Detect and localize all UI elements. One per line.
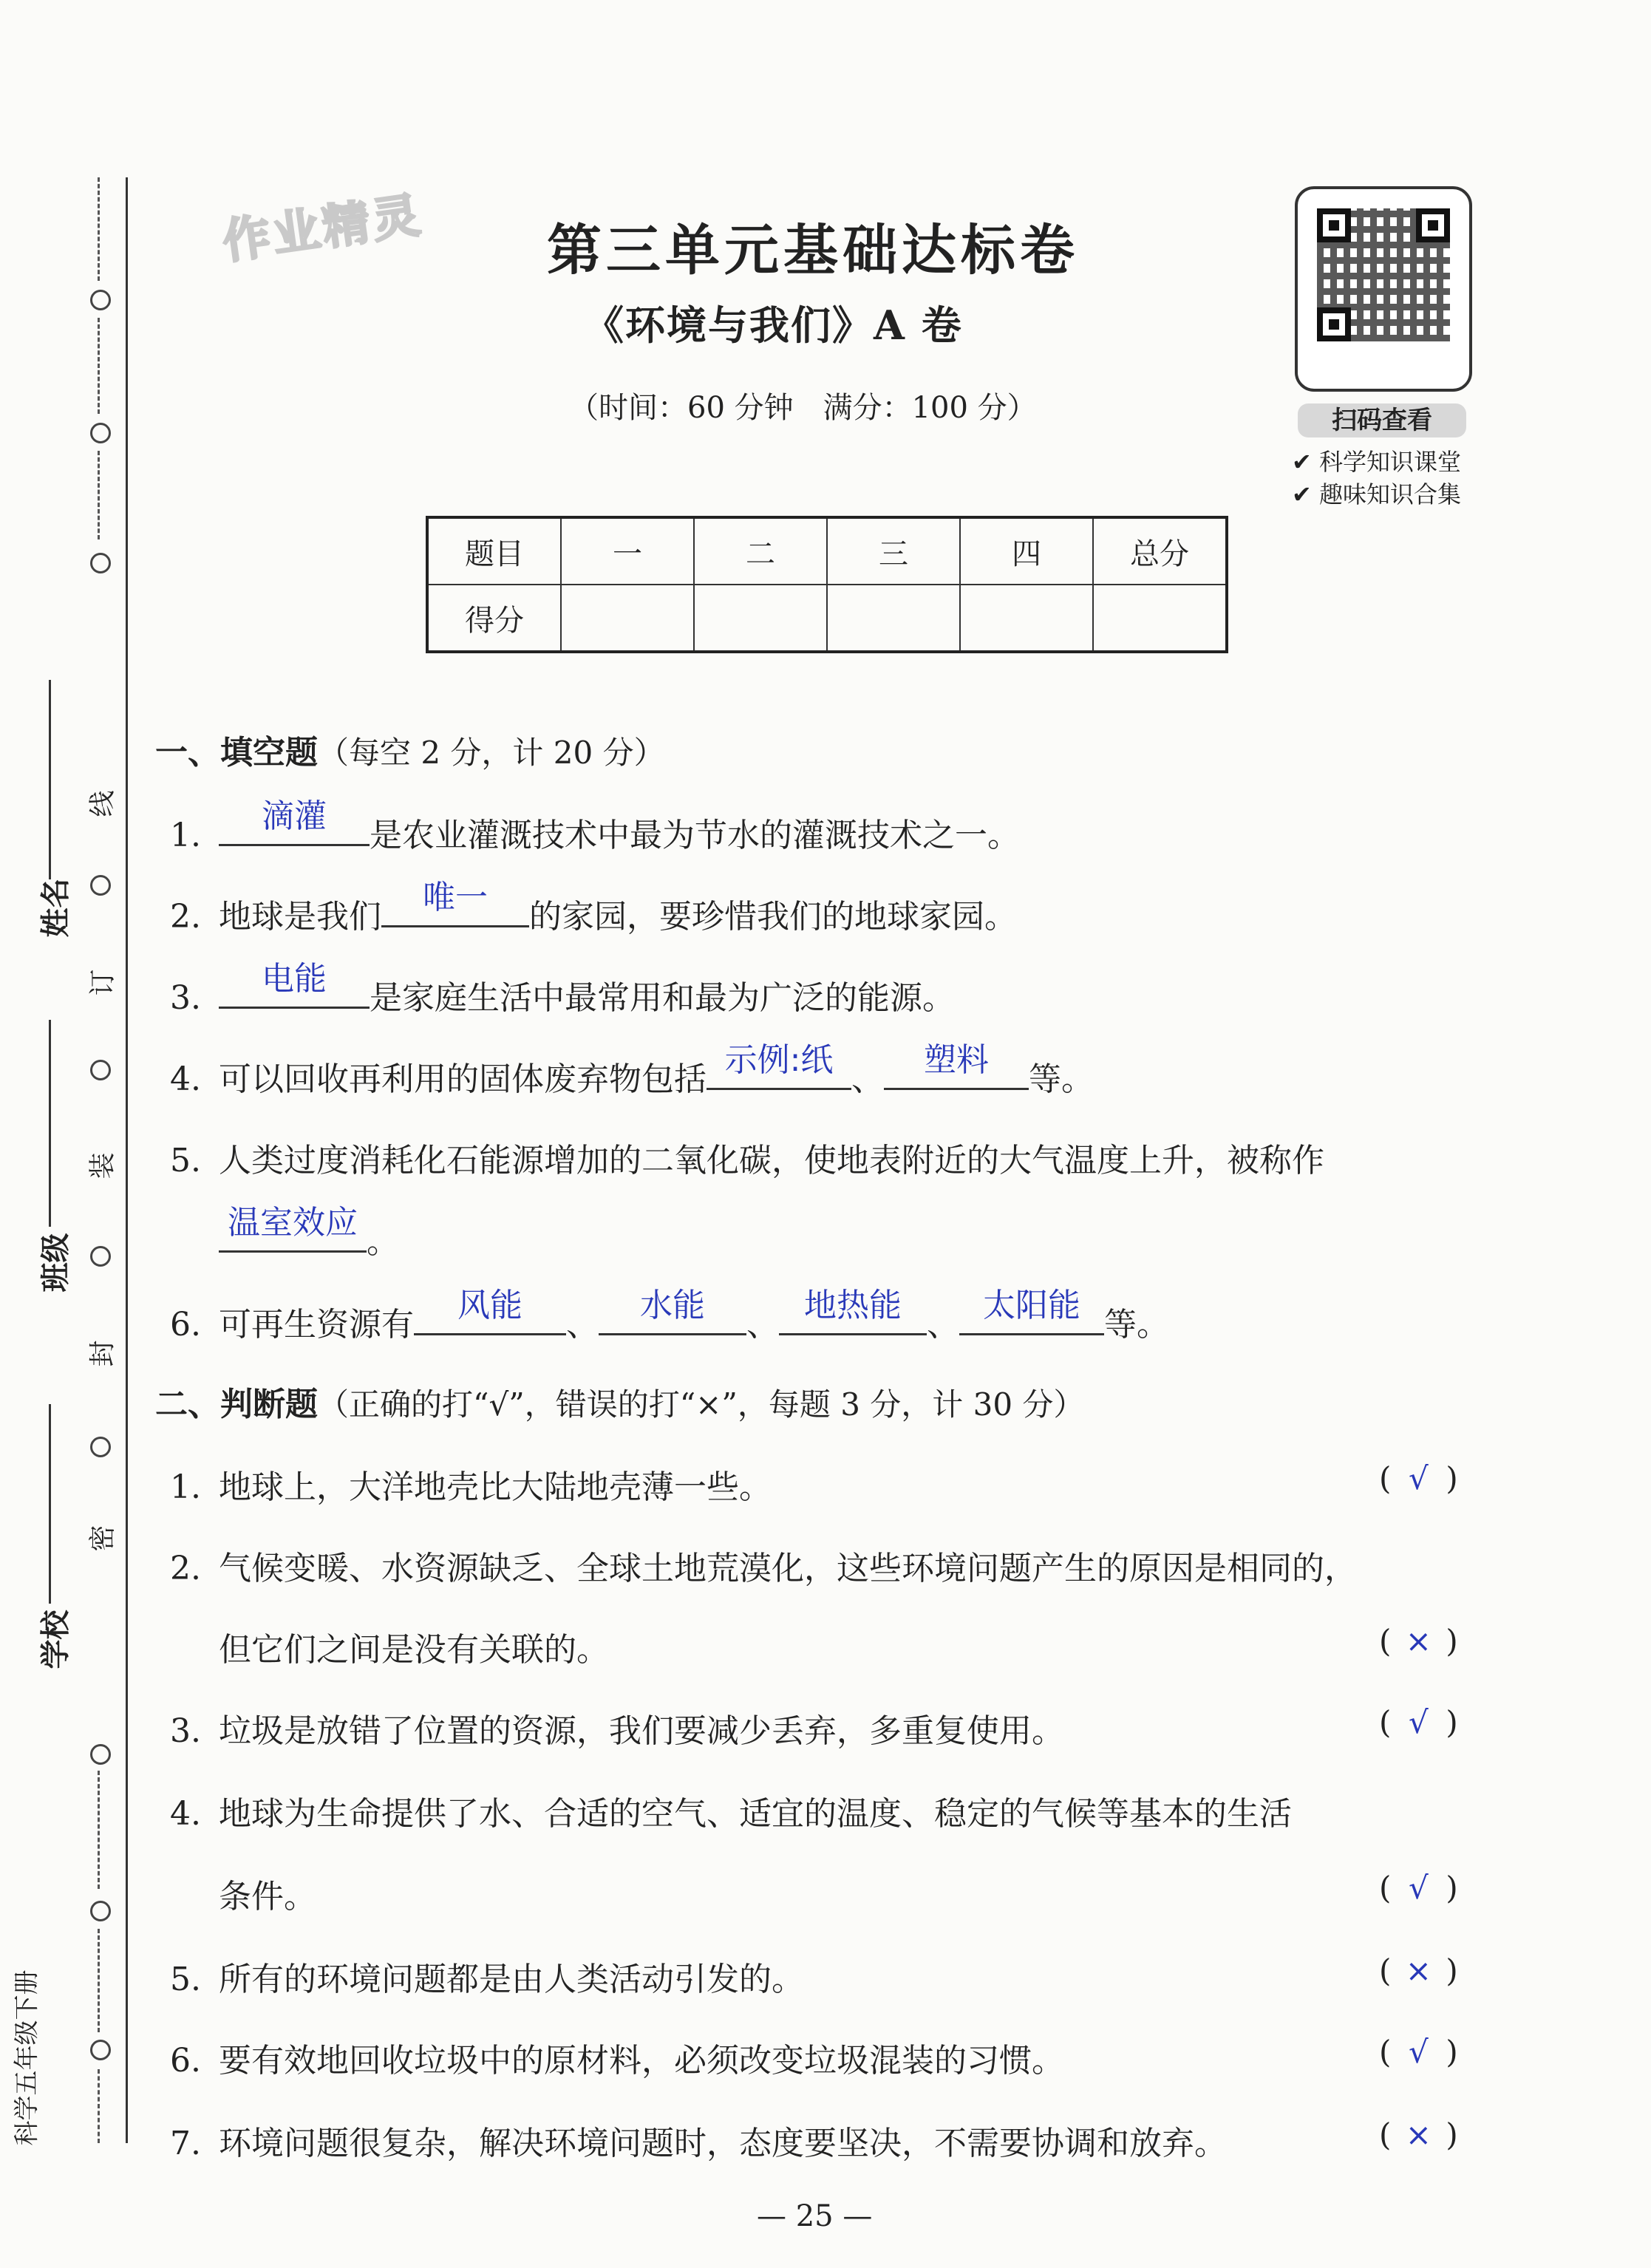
fill-question-4: 4. 可以回收再利用的固体废弃物包括 示例:纸 、 塑料 等。 — [170, 1041, 1094, 1098]
score-cell[interactable] — [694, 585, 827, 652]
margin-circle — [90, 1060, 111, 1080]
judge-question-1: 1. 地球上，大洋地壳比大陆地壳薄一些。 — [170, 1468, 772, 1506]
fill-question-5-cont: 温室效应 。 — [219, 1215, 399, 1262]
score-cell[interactable] — [561, 585, 694, 652]
margin-dash — [98, 1929, 104, 2032]
answer-blank[interactable]: 风能 — [414, 1301, 566, 1335]
answer-blank[interactable]: 太阳能 — [959, 1301, 1104, 1335]
table-header: 题目 — [427, 517, 561, 585]
qr-feature: ✔ 趣味知识合集 — [1292, 480, 1461, 508]
time-info: （时间：60 分钟 满分：100 分） — [569, 391, 1037, 425]
judge-question-7: 7. 环境问题很复杂，解决环境问题时，态度要坚决，不需要协调和放弃。 — [170, 2125, 1227, 2162]
table-header: 三 — [827, 517, 960, 585]
judge-answer[interactable]: ( × ) — [1379, 1623, 1458, 1659]
judge-question-4: 4. 地球为生命提供了水、合适的空气、适宜的温度、稳定的气候等基本的生活 — [170, 1795, 1292, 1833]
judge-question-6: 6. 要有效地回收垃圾中的原材料，必须改变垃圾混装的习惯。 — [170, 2042, 1064, 2080]
judge-question-5: 5. 所有的环境问题都是由人类活动引发的。 — [170, 1961, 804, 1998]
margin-dash — [98, 318, 104, 414]
answer-blank[interactable]: 滴灌 — [219, 811, 370, 846]
margin-circle — [90, 1437, 111, 1457]
table-row — [427, 517, 1227, 585]
fill-question-3: 3. 电能 是家庭生活中最常用和最为广泛的能源。 — [170, 960, 955, 1017]
answer-blank[interactable]: 唯一 — [381, 893, 529, 927]
margin-circle — [90, 2040, 111, 2060]
page-number: — 25 — — [757, 2199, 873, 2233]
answer-blank[interactable]: 电能 — [219, 974, 370, 1009]
judge-answer[interactable]: ( × ) — [1379, 1952, 1458, 1989]
score-cell[interactable] — [1093, 585, 1227, 652]
binding-line — [126, 177, 128, 2143]
judge-question-2-cont: 但它们之间是没有关联的。 — [219, 1631, 609, 1669]
qr-feature: ✔ 科学知识课堂 — [1292, 448, 1461, 476]
judge-question-3: 3. 垃圾是放错了位置的资源，我们要减少丢弃，多重复使用。 — [170, 1712, 1064, 1750]
scan-label: 扫码查看 — [1298, 403, 1466, 437]
table-header: 四 — [960, 517, 1093, 585]
name-label: 姓名 — [38, 878, 73, 938]
fill-question-6: 6. 可再生资源有 风能 、 水能 、 地热能 、 太阳能 等。 — [170, 1287, 1169, 1344]
judge-question-2: 2. 气候变暖、水资源缺乏、全球土地荒漠化，这些环境问题产生的原因是相同的， — [170, 1550, 1357, 1587]
page-title: 第三单元基础达标卷 — [547, 219, 1079, 282]
section2-heading: 二、判断题（正确的打“√”，错误的打“×”，每题 3 分，计 30 分） — [155, 1386, 1085, 1423]
margin-dash — [98, 2069, 104, 2143]
fill-question-2: 2. 地球是我们 唯一 的家园，要珍惜我们的地球家园。 — [170, 879, 1017, 936]
margin-circle — [90, 1744, 111, 1765]
answer-blank[interactable]: 地热能 — [779, 1301, 927, 1335]
score-table — [426, 516, 1228, 653]
judge-question-4-cont: 条件。 — [219, 1878, 316, 1915]
answer-blank[interactable]: 温室效应 — [219, 1218, 367, 1253]
judge-answer[interactable]: ( √ ) — [1379, 1460, 1458, 1496]
class-line — [49, 1020, 51, 1227]
qr-code[interactable] — [1295, 186, 1472, 392]
margin-circle — [90, 423, 111, 443]
page-subtitle: 《环境与我们》A 卷 — [584, 302, 963, 349]
seal-char: 封 — [87, 1340, 118, 1367]
fill-question-5: 5. 人类过度消耗化石能源增加的二氧化碳，使地表附近的大气温度上升，被称作 — [170, 1142, 1324, 1179]
school-label: 学校 — [38, 1610, 73, 1669]
fill-question-1: 1. 滴灌 是农业灌溉技术中最为节水的灌溉技术之一。 — [170, 797, 1020, 854]
judge-answer[interactable]: ( √ ) — [1379, 1704, 1458, 1740]
score-cell[interactable] — [960, 585, 1093, 652]
judge-answer[interactable]: ( × ) — [1379, 2117, 1458, 2153]
section1-heading: 一、填空题（每空 2 分，计 20 分） — [155, 734, 665, 772]
answer-blank[interactable]: 塑料 — [884, 1055, 1029, 1090]
qr-finder — [1317, 208, 1351, 242]
margin-circle — [90, 553, 111, 573]
judge-answer[interactable]: ( √ ) — [1379, 2034, 1458, 2070]
name-line — [49, 680, 51, 879]
seal-char: 装 — [87, 1152, 118, 1179]
school-line — [49, 1404, 51, 1604]
row-label: 得分 — [427, 585, 561, 652]
answer-blank[interactable]: 水能 — [599, 1301, 746, 1335]
score-cell[interactable] — [827, 585, 960, 652]
margin-circle — [90, 875, 111, 896]
book-label: 科学五年级下册 — [12, 1969, 42, 2146]
seal-char: 线 — [87, 790, 118, 817]
margin-circle — [90, 1246, 111, 1267]
judge-answer[interactable]: ( √ ) — [1379, 1870, 1458, 1906]
margin-circle — [90, 1901, 111, 1921]
answer-blank[interactable]: 示例:纸 — [707, 1055, 851, 1090]
class-label: 班级 — [38, 1233, 73, 1293]
margin-dash — [98, 177, 104, 281]
table-header: 一 — [561, 517, 694, 585]
seal-char: 密 — [87, 1525, 118, 1552]
margin-dash — [98, 451, 104, 539]
margin-circle — [90, 290, 111, 310]
watermark: 作业精灵 — [219, 188, 426, 270]
qr-finder — [1317, 307, 1351, 341]
table-header: 总分 — [1093, 517, 1227, 585]
margin-dash — [98, 1771, 104, 1889]
seal-char: 订 — [87, 969, 118, 996]
table-row — [427, 585, 1227, 652]
qr-finder — [1416, 208, 1450, 242]
table-header: 二 — [694, 517, 827, 585]
